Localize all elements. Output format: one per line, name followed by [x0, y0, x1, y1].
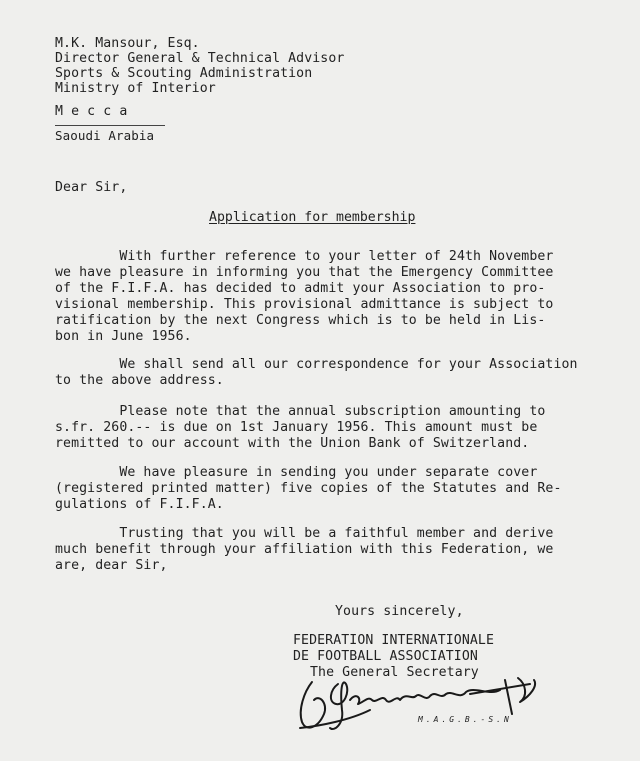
recipient-city: M e c c a — [55, 104, 128, 119]
body-line: s.fr. 260.-- is due on 1st January 1956. This amount must be — [55, 420, 538, 435]
body-line: we have pleasure in informing you that the Emergency Committee — [55, 265, 554, 280]
closing-phrase: Yours sincerely, — [335, 604, 464, 619]
handwritten-signature — [290, 670, 550, 740]
address-divider — [55, 125, 165, 126]
body-line: to the above address. — [55, 373, 224, 388]
signatory-org-line1: FEDERATION INTERNATIONALE — [293, 633, 494, 648]
recipient-department: Sports & Scouting Administration — [55, 66, 313, 81]
recipient-ministry: Ministry of Interior — [55, 81, 216, 96]
body-line: We shall send all our correspondence for your Association — [55, 357, 578, 372]
signatory-org-line2: DE FOOTBALL ASSOCIATION — [293, 649, 478, 664]
body-line: visional membership. This provisional admittance is subject to — [55, 297, 554, 312]
body-line: Trusting that you will be a faithful member and derive — [55, 526, 554, 541]
body-line: With further reference to your letter of 24th November — [55, 249, 554, 264]
typist-initials: M.A.G.B.-S.N — [418, 715, 512, 724]
salutation: Dear Sir, — [55, 180, 128, 195]
body-line: We have pleasure in sending you under separate cover — [55, 465, 538, 480]
body-line: gulations of F.I.F.A. — [55, 497, 224, 512]
body-line: are, dear Sir, — [55, 558, 168, 573]
body-line: ratification by the next Congress which is to be held in Lis- — [55, 313, 546, 328]
subject-heading: Application for membership — [209, 210, 416, 225]
signatory-role: The General Secretary — [310, 665, 479, 680]
body-line: remitted to our account with the Union Bank of Switzerland. — [55, 436, 530, 451]
body-line: Please note that the annual subscription amounting to — [55, 404, 546, 419]
recipient-title: Director General & Technical Advisor — [55, 51, 345, 66]
body-line: of the F.I.F.A. has decided to admit your Association to pro- — [55, 281, 546, 296]
recipient-name: M.K. Mansour, Esq. — [55, 36, 200, 51]
body-line: bon in June 1956. — [55, 329, 192, 344]
body-line: much benefit through your affiliation with this Federation, we — [55, 542, 554, 557]
recipient-country: Saoudi Arabia — [55, 128, 155, 143]
body-line: (registered printed matter) five copies of the Statutes and Re- — [55, 481, 562, 496]
